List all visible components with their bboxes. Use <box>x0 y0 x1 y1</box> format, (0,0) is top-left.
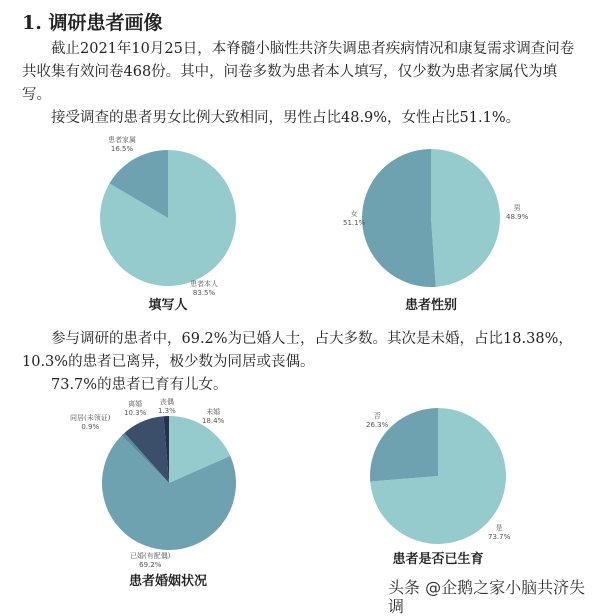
pie-slice <box>431 149 500 287</box>
slice-label: 患者本人 83.5% <box>190 280 218 297</box>
slice-label: 未婚 18.4% <box>202 408 225 425</box>
slice-label: 是 73.7% <box>488 524 511 541</box>
paragraph-children: 73.7%的患者已育有儿女。 <box>51 377 228 393</box>
pie-chart-marital <box>102 416 236 550</box>
chart-title: 患者是否已生育 <box>392 552 484 567</box>
watermark: 头条 @企鹅之家小脑共济失调 <box>388 578 586 616</box>
pie-chart-children <box>370 408 506 544</box>
slice-label: 否 26.3% <box>366 412 389 429</box>
slice-label: 离婚 10.3% <box>124 400 147 417</box>
slice-label: 已婚(有配偶) 69.2% <box>130 552 171 569</box>
slice-label: 同居(未领证) 0.9% <box>70 414 111 431</box>
section-heading: 1. 调研患者画像 <box>22 12 163 34</box>
paragraph-gender: 接受调查的患者男女比例大致相同，男性占比48.9%，女性占比51.1%。 <box>51 110 521 126</box>
paragraph-marital: 参与调研的患者中，69.2%为已婚人士，占大多数。其次是未婚，占比18.38%，10.3%的患者已离异，极少数为同居或丧偶。 <box>22 331 573 370</box>
slice-label: 丧偶 1.3% <box>158 398 176 415</box>
chart-title: 患者性别 <box>404 298 457 313</box>
pie-chart-gender <box>362 149 500 287</box>
chart-title: 患者婚姻状况 <box>128 574 207 589</box>
marital-text <box>22 328 582 397</box>
slice-label: 男 48.9% <box>506 204 529 221</box>
pie-chart-respondent <box>100 150 236 286</box>
paragraph-survey: 截止2021年10月25日，本脊髓小脑性共济失调患者疾病情况和康复需求调查问卷共收集有效问卷468份。其中，问卷多数为患者本人填写，仅少数为患者家属代为填写。 <box>22 41 575 103</box>
slice-label: 患者家属 16.5% <box>108 136 136 153</box>
chart-title: 填写人 <box>148 298 188 313</box>
pie-slice <box>362 149 436 287</box>
slice-label: 女 51.1% <box>343 210 366 227</box>
intro-text <box>22 38 582 130</box>
